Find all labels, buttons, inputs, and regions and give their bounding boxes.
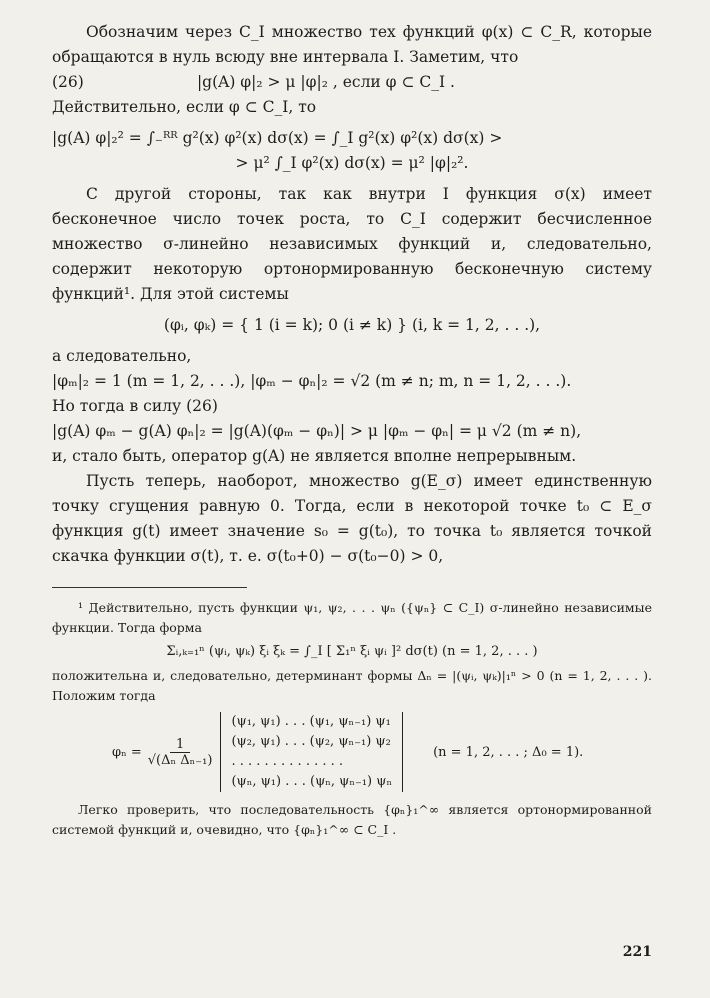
determinant-row: (ψ₁, ψ₁) . . . (ψ₁, ψₙ₋₁) ψ₁ [231, 714, 391, 729]
determinant-row: . . . . . . . . . . . . . . [231, 754, 344, 769]
equation-orthonormal: (φᵢ, φₖ) = { 1 (i = k); 0 (i ≠ k) } (i, k = 1, 2, . . .), [163, 316, 541, 334]
fraction [148, 737, 213, 768]
phi-n-label: φₙ = [112, 744, 142, 760]
paragraph-7: Пусть теперь, наоборот, множество g(E_σ) имеет единственную точку сгущения равную 0. Тогда, если в некоторой точке t₀ ⊂ E_σ функция g(t) имеет значение s₀ = g(t₀), то точка t₀ является точкой скачка функции σ(t), т. е. σ(t₀+0) − σ(t₀−0) > 0, [52, 472, 652, 565]
footnote-2: положительна и, следовательно, детерминант формы Δₙ = |(ψᵢ, ψₖ)|₁ⁿ > 0 (n = 1, 2, . . . ). Положим тогда [52, 668, 652, 703]
equation-inequality: |g(A) φₘ − g(A) φₙ|₂ = |g(A)(φₘ − φₙ)| > μ |φₘ − φₙ| = μ √2 (m ≠ n), [52, 422, 582, 440]
fraction-denominator: √(Δₙ Δₙ₋₁) [147, 752, 213, 768]
footnote-1: ¹ Действительно, пусть функции ψ₁, ψ₂, . . . ψₙ ({ψₙ} ⊂ C_I) σ-линейно независимые функции. Тогда форма [52, 600, 652, 635]
equation-number: (26) [52, 73, 84, 91]
paragraph-5: Но тогда в силу (26) [52, 397, 218, 415]
equation-26 [52, 70, 652, 95]
equation-integral-2: > μ² ∫_I φ²(x) dσ(x) = μ² |φ|₂². [235, 154, 469, 172]
page-number: 221 [622, 944, 652, 960]
page-body [52, 20, 652, 840]
footnote-rule [52, 587, 247, 588]
footnote-equation-form: Σᵢ,ₖ₌₁ⁿ (ψᵢ, ψₖ) ξᵢ ξₖ = ∫_I [ Σ₁ⁿ ξᵢ ψᵢ ]² dσ(t) (n = 1, 2, . . . ) [166, 644, 538, 659]
equation-norm: |φₘ|₂ = 1 (m = 1, 2, . . .), |φₘ − φₙ|₂ = √2 (m ≠ n; m, n = 1, 2, . . .). [52, 372, 572, 390]
footnote-3: Легко проверить, что последовательность {φₙ}₁^∞ является ортонормированной системой функций и, очевидно, что {φₙ}₁^∞ ⊂ C_I . [52, 802, 652, 837]
equation-integral-1: |g(A) φ|₂² = ∫₋ᴿᴿ g²(x) φ²(x) dσ(x) = ∫_I g²(x) φ²(x) dσ(x) > [52, 129, 503, 147]
equation-body: |g(A) φ|₂ > μ |φ|₂ , если φ ⊂ C_I . [196, 73, 455, 91]
fraction-numerator: 1 [170, 737, 190, 753]
paragraph-2: Действительно, если φ ⊂ C_I, то [52, 98, 317, 116]
determinant-matrix [220, 712, 403, 792]
paragraph-1: Обозначим через C_I множество тех функций φ(x) ⊂ C_R, которые обращаются в нуль всюду вне интервала I. Заметим, что [52, 23, 652, 66]
determinant-note: (n = 1, 2, . . . ; Δ₀ = 1). [433, 744, 584, 760]
paragraph-6: и, стало быть, оператор g(A) не является вполне непрерывным. [52, 447, 577, 465]
determinant-row: (ψₙ, ψ₁) . . . (ψₙ, ψₙ₋₁) ψₙ [231, 774, 393, 789]
determinant-formula [112, 712, 652, 792]
determinant-row: (ψ₂, ψ₁) . . . (ψ₂, ψₙ₋₁) ψ₂ [231, 734, 391, 749]
paragraph-4: а следовательно, [52, 347, 192, 365]
paragraph-3: С другой стороны, так как внутри I функция σ(x) имеет бесконечное число точек роста, то C_I содержит бесчисленное множество σ-линейно независимых функций и, следовательно, содержит некоторую ортонормированную бесконечную систему функций¹. Для этой системы [52, 185, 652, 303]
